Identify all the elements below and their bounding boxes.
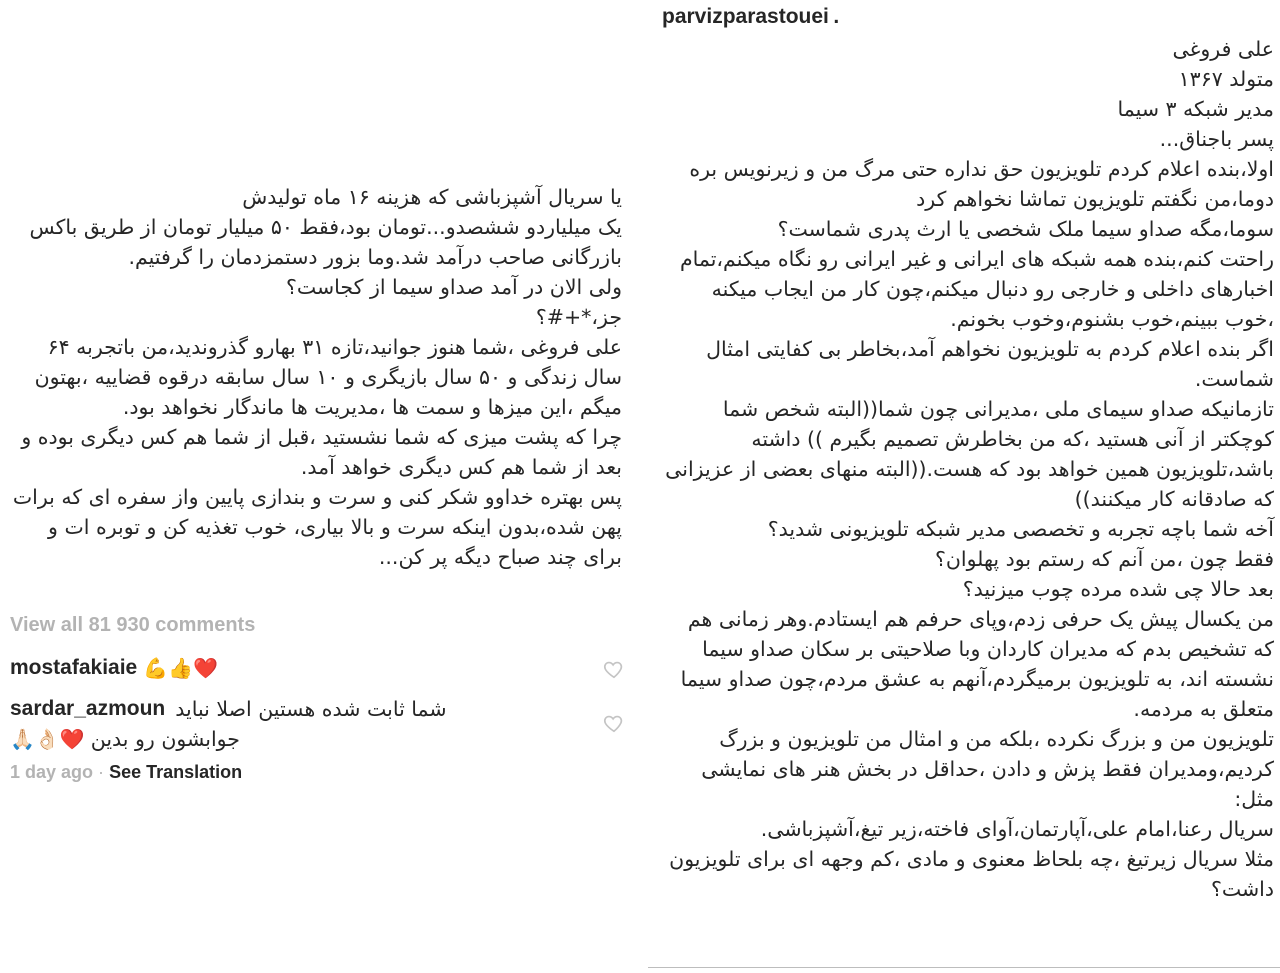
caption-paragraph: سریال رعنا،امام علی،آپارتمان،آوای فاخته،زیر تیغ،آشپزباشی. (760, 817, 1274, 841)
comment-text-line2: جوابشون رو بدین (90, 727, 240, 751)
comment-username[interactable]: sardar_azmoun (10, 697, 166, 720)
caption-paragraph: دوما،من نگفتم تلویزیون تماشا نخواهم کرد (916, 187, 1274, 211)
caption-paragraph: مدیر شبکه ۳ سیما (1117, 97, 1274, 121)
divider (648, 967, 1280, 968)
heart-outline-icon (603, 658, 625, 680)
comment-meta (10, 762, 242, 783)
caption-paragraph: متولد ۱۳۶۷ (1178, 67, 1274, 91)
caption-paragraph: اولا،بنده اعلام کردم تلویزیون حق نداره حتی مرگ من و زیرنویس بره (689, 157, 1274, 181)
caption-paragraph: بعد حالا چی شده مرده چوب میزنید؟ (962, 577, 1274, 601)
caption-paragraph: فقط چون ،من آنم که رستم بود پهلوان؟ (934, 547, 1274, 571)
caption-paragraph: یا سریال آشپزباشی که هزینه ۱۶ ماه تولیدش (242, 185, 622, 209)
caption-paragraph: علی فروغی ،شما هنوز جوانید،تازه ۳۱ بهارو گذروندید،من باتجربه ۶۴ سال زندگی و ۵۰ سال بازیگری و ۱۰ سال سابقه درقوه قضاییه ،بهتون میگم ،این میزها و سمت ها ،مدیریت ها ماندگار نخواهد بود. (34, 335, 622, 419)
caption-paragraph: یک میلیاردو ششصدو...تومان بود،فقط ۵۰ میلیار تومان از طریق باکس بازرگانی صاحب درآمد شد.وما بزور دستمزدمان را گرفتیم. (29, 215, 622, 269)
caption-paragraph: پس بهتره خداوو شکر کنی و سرت و بندازی پایین واز سفره ای که برات پهن شده،بدون اینکه سرت و بالا بیاری، خوب تغذیه کن و توبره ات و برای چند صباح دیگه پر کن... (12, 485, 622, 569)
comment-emojis: 🙏🏻👌🏻❤️ (10, 727, 85, 751)
caption-paragraph: آخه شما باچه تجربه و تخصصی مدیر شبکه تلویزیونی شدید؟ (767, 517, 1274, 541)
post-caption (662, 0, 1274, 904)
comment-emojis: 💪👍❤️ (143, 656, 218, 680)
caption-paragraph: پسر باجناق... (1159, 127, 1274, 151)
heart-outline-icon (603, 712, 625, 734)
caption-username[interactable]: parvizparastouei (662, 5, 829, 28)
caption-paragraph: سوما،مگه صداو سیما ملک شخصی یا ارث پدری شماست؟ (777, 217, 1274, 241)
caption-paragraph: چرا که پشت میزی که شما نشستید ،قبل از شما هم کس دیگری بوده و بعد از شما هم کس دیگری خواهد آمد. (21, 425, 622, 479)
caption-continuation (10, 182, 622, 572)
view-all-comments-link[interactable]: View all 81 930 comments (10, 614, 256, 636)
like-heart-icon[interactable] (603, 712, 625, 734)
meta-separator: · (98, 762, 105, 782)
caption-paragraph: راحتت کنم،بنده همه شبکه های ایرانی و غیر ایرانی رو نگاه میکنم،تمام اخبارهای داخلی و خارجی رو دنبال میکنم،چون کار من ایجاب میکنه ،خوب ببینم،خوب بشنوم،وخوب بخونم. (679, 247, 1274, 331)
caption-paragraph: اگر بنده اعلام کردم به تلویزیون نخواهم آمد،بخاطر بی کفایتی امثال شماست. (706, 337, 1274, 391)
caption-paragraph: تازمانیکه صداو سیمای ملی ،مدیرانی چون شما((البته شخص شما کوچکتر از آنی هستید ،که من بخاطرش تصمیم بگیرم )) داشته باشد،تلویزیون همین خواهد بود که هست.((البته منهای بعضی از عزیزانی که صادقانه کار میکنند)) (665, 397, 1274, 511)
caption-paragraph: علی فروغی (1172, 37, 1274, 61)
caption-paragraph: جز،*+#؟ (535, 305, 622, 329)
comment-item (10, 653, 590, 683)
caption-dot: . (833, 5, 840, 28)
caption-header (662, 0, 1274, 34)
caption-paragraph: مثل: (1234, 787, 1274, 811)
caption-paragraph: ولی الان در آمد صداو سیما از کجاست؟ (286, 275, 622, 299)
comment-text: شما ثابت شده هستین اصلا نباید (175, 697, 447, 721)
comment-username[interactable]: mostafakiaie (10, 656, 138, 679)
caption-paragraph: من یکسال پیش یک حرفی زدم،وپای حرفم هم ایستادم.وهر زمانی هم که تشخیص بدم که مدیران کاردان وبا صلاحیتی بر سکان صداو سیما نشسته اند، به تلویزیون برمیگردم،آنهم به عشق مردم،چون صداو سیما متعلق به مردمه. (680, 607, 1274, 721)
see-translation-link[interactable]: See Translation (109, 762, 243, 782)
like-heart-icon[interactable] (603, 658, 625, 680)
caption-paragraph: تلویزیون من و بزرگ نکرده ،بلکه من و امثال من تلویزیون و بزرگ کردیم،ومدیران فقط پزش و دادن ،حداقل در بخش هنر های نمایشی (701, 727, 1274, 781)
comment-item (10, 694, 590, 754)
caption-paragraph: مثلا سریال زیرتیغ ،چه بلحاظ معنوی و مادی ،کم وجهه ای برای تلویزیون داشت؟ (669, 847, 1274, 901)
time-ago: 1 day ago (10, 762, 94, 782)
